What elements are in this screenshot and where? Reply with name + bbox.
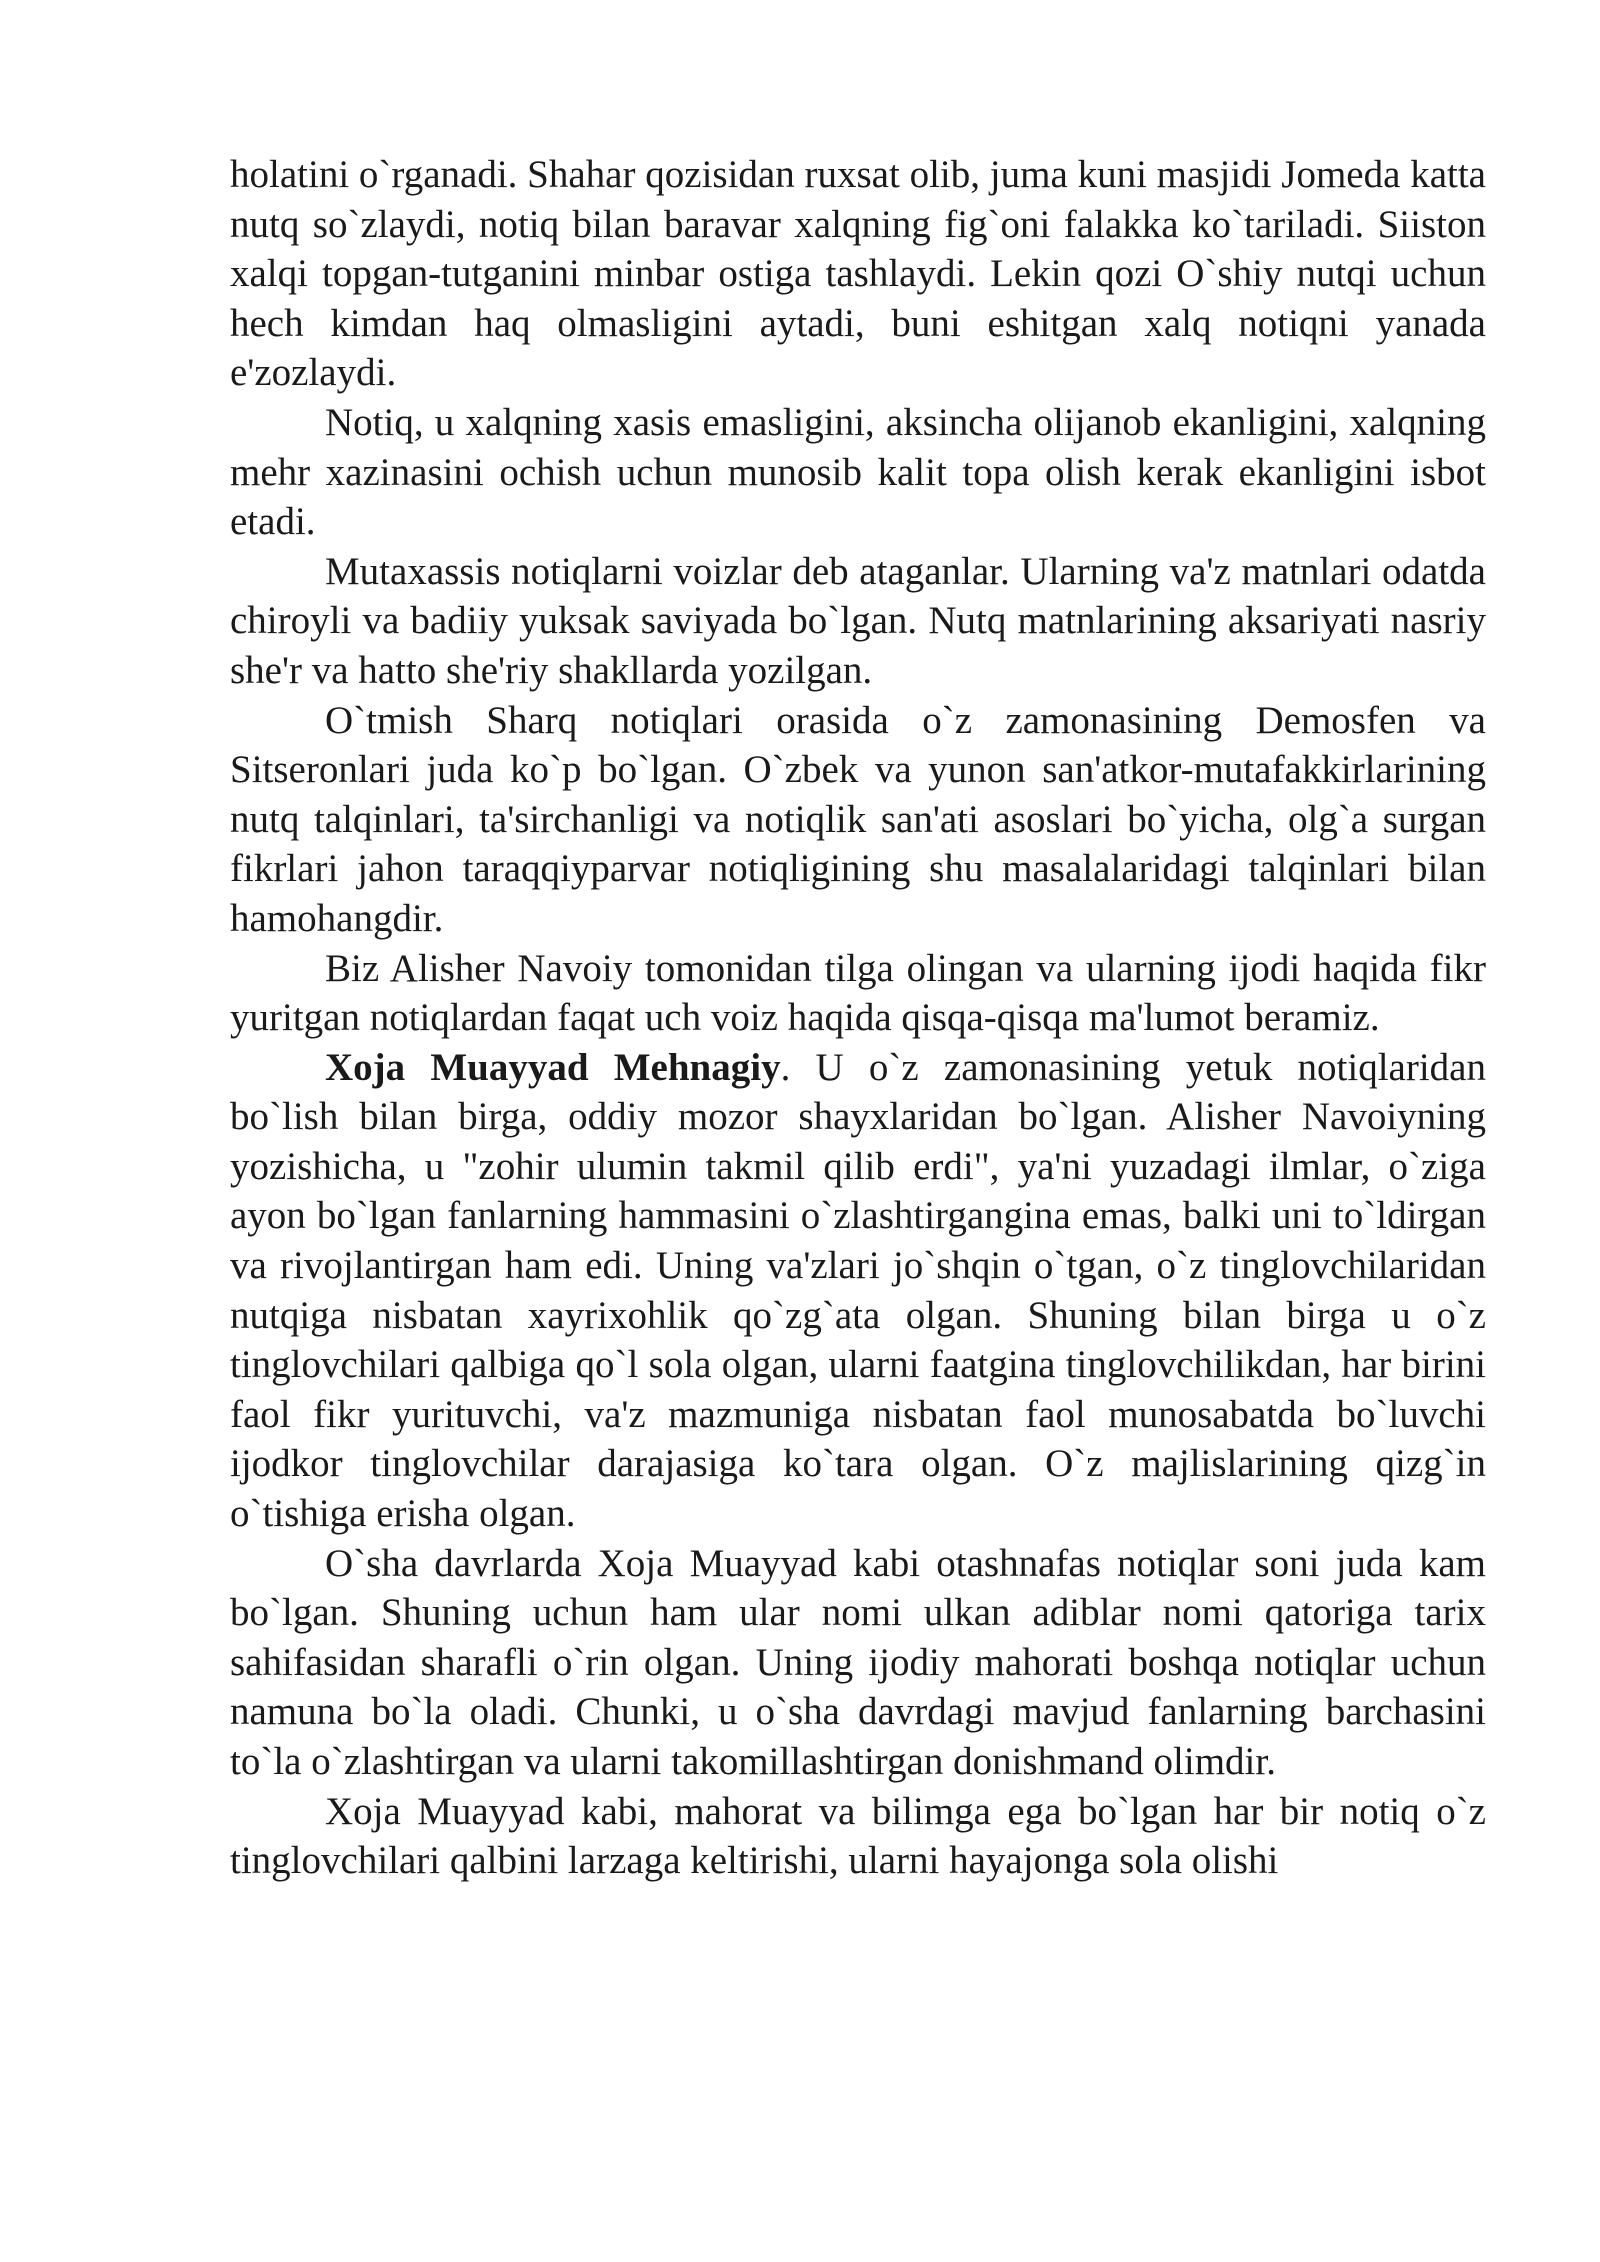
paragraph: O`tmish Sharq notiqlari orasida o`z zamonasining Demosfen va Sitseronlari juda ko`p bo`lgan. O`zbek va yunon san'atkor-mutafakkirlarining nutq talqinlari, ta'sirchanligi va notiqlik san'ati asoslari bo`yicha, olg`a surgan fikrlari jahon taraqqiyparvar notiqligining shu masalalaridagi talqinlari bilan hamohangdir. bbox=[230, 698, 1486, 940]
paragraph: Notiq, u xalqning xasis emasligini, aksincha olijanob ekanligini, xalqning mehr xazinasini ochish uchun munosib kalit topa olish kerak ekanligini isbot etadi. bbox=[230, 400, 1486, 544]
paragraph-body: . U o`z zamonasining yetuk notiqlaridan bo`lish bilan birga, oddiy mozor shayxlaridan bo`lgan. Alisher Navoiyning yozishicha, u "zohir ulumin takmil qilib erdi", ya'ni yuzadagi ilmlar, o`ziga ayon bo`lgan fanlarning hammasini o`zlashtirgangina emas, balki uni to`ldirgan va rivojlantirgan ham edi. Uning va'zlari jo`shqin o`tgan, o`z tinglovchilaridan nutqiga nisbatan xayrixohlik qo`zg`ata olgan. Shuning bilan birga u o`z tinglovchilari qalbiga qo`l sola olgan, ularni faatgina tinglovchilikdan, har birini faol fikr yurituvchi, va'z mazmuniga nisbatan faol munosabatda bo`luvchi ijodkor tinglovchilar darajasiga ko`tara olgan. O`z majlislarining qizg`in o`tishiga erisha olgan. bbox=[230, 1045, 1486, 1536]
paragraph: O`sha davrlarda Xoja Muayyad kabi otashnafas notiqlar soni juda kam bo`lgan. Shuning uchun ham ular nomi ulkan adiblar nomi qatoriga tarix sahifasidan sharafli o`rin olgan. Uning ijodiy mahorati boshqa notiqlar uchun namuna bo`la oladi. Chunki, u o`sha davrdagi mavjud fanlarning barchasini to`la o`zlashtirgan va ularni takomillashtirgan donishmand olimdir. bbox=[230, 1541, 1486, 1783]
paragraph-xoja-muayyad bbox=[230, 1043, 1486, 1539]
paragraph-cut-off: Xoja Muayyad kabi, mahorat va bilimga ega bo`lgan har bir notiq o`z tinglovchilari qalbini larzaga keltirishi, ularni hayajonga sola olishi bbox=[230, 1789, 1486, 1883]
paragraph: Mutaxassis notiqlarni voizlar deb ataganlar. Ularning va'z matnlari odatda chiroyli va badiiy yuksak saviyada bo`lgan. Nutq matnlarining aksariyati nasriy she'r va hatto she'riy shakllarda yozilgan. bbox=[230, 549, 1486, 692]
body-text bbox=[230, 150, 1486, 1886]
bold-person-name: Xoja Muayyad Mehnagiy bbox=[325, 1045, 781, 1089]
paragraph: Biz Alisher Navoiy tomonidan tilga olingan va ularning ijodi haqida fikr yuritgan notiqlardan faqat uch voiz haqida qisqa-qisqa ma'lumot beramiz. bbox=[230, 946, 1486, 1040]
paragraph-continuation: holatini o`rganadi. Shahar qozisidan ruxsat olib, juma kuni masjidi Jomeda katta nutq so`zlaydi, notiq bilan baravar xalqning fig`oni falakka ko`tariladi. Siiston xalqi topgan-tutganini minbar ostiga tashlaydi. Lekin qozi O`shiy nutqi uchun hech kimdan haq olmasligini aytadi, buni eshitgan xalq notiqni yanada e'zozlaydi. bbox=[230, 153, 1486, 395]
